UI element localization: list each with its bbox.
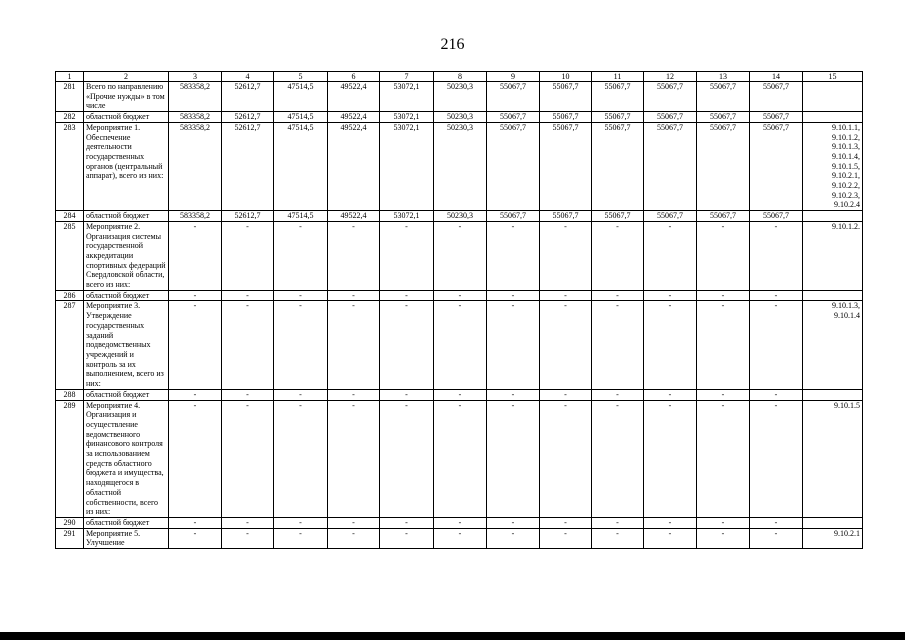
- value-cell: -: [592, 517, 644, 528]
- value-cell: -: [750, 400, 803, 517]
- value-cell: -: [697, 400, 750, 517]
- value-cell: 55067,7: [540, 112, 592, 123]
- row-number: 287: [56, 301, 84, 389]
- value-cell: -: [540, 221, 592, 290]
- target-code: 9.10.1.4: [834, 311, 860, 321]
- row-name: областной бюджет: [84, 389, 169, 400]
- value-cell: 55067,7: [487, 112, 540, 123]
- header-cell: 9: [487, 72, 540, 82]
- value-cell: 55067,7: [644, 211, 697, 222]
- target-code: 9.10.1.4,: [832, 151, 860, 161]
- value-cell: 47514,5: [274, 122, 328, 210]
- row-number: 285: [56, 221, 84, 290]
- value-cell: -: [592, 389, 644, 400]
- value-cell: -: [434, 221, 487, 290]
- target-code: 9.10.2.1,: [832, 171, 860, 181]
- value-cell: 52612,7: [222, 211, 274, 222]
- value-cell: -: [592, 221, 644, 290]
- row-name: Всего по направлению «Прочие нужды» в том числе: [84, 82, 169, 112]
- value-cell: -: [540, 290, 592, 301]
- row-number: 286: [56, 290, 84, 301]
- value-cell: 55067,7: [644, 112, 697, 123]
- row-name: Мероприятие 2. Организация системы государственной аккредитации спортивных федераций Свердловской области, всего из них:: [84, 221, 169, 290]
- value-cell: -: [380, 290, 434, 301]
- table-row: [56, 112, 863, 123]
- value-cell: -: [750, 389, 803, 400]
- value-cell: 55067,7: [487, 122, 540, 210]
- target-indicators: [803, 528, 863, 548]
- value-cell: -: [434, 528, 487, 548]
- value-cell: -: [644, 301, 697, 389]
- target-indicators: [803, 211, 863, 222]
- target-indicators: [803, 122, 863, 210]
- value-cell: -: [540, 400, 592, 517]
- value-cell: 47514,5: [274, 82, 328, 112]
- value-cell: -: [592, 528, 644, 548]
- value-cell: 52612,7: [222, 122, 274, 210]
- value-cell: -: [697, 528, 750, 548]
- row-number: 281: [56, 82, 84, 112]
- target-code: 9.10.1.2,: [832, 132, 860, 142]
- target-indicators: [803, 517, 863, 528]
- target-code: 9.10.1.3,: [832, 301, 860, 311]
- scan-border: [0, 632, 905, 640]
- value-cell: -: [169, 517, 222, 528]
- value-cell: 49522,4: [328, 122, 380, 210]
- value-cell: 50230,3: [434, 112, 487, 123]
- value-cell: -: [222, 221, 274, 290]
- value-cell: -: [540, 517, 592, 528]
- row-name: Мероприятие 5. Улучшение: [84, 528, 169, 548]
- value-cell: -: [644, 517, 697, 528]
- target-code: 9.10.2.3,: [832, 190, 860, 200]
- value-cell: 50230,3: [434, 82, 487, 112]
- value-cell: 55067,7: [750, 82, 803, 112]
- value-cell: 583358,2: [169, 112, 222, 123]
- page-number: 216: [440, 36, 465, 53]
- value-cell: 583358,2: [169, 211, 222, 222]
- value-cell: 55067,7: [644, 122, 697, 210]
- value-cell: 55067,7: [592, 82, 644, 112]
- row-name: Мероприятие 4. Организация и осуществление ведомственного финансового контроля за использованием средств областного бюджета и имущества, находящегося в областной собственности, всего из них:: [84, 400, 169, 517]
- row-number: 282: [56, 112, 84, 123]
- value-cell: 49522,4: [328, 112, 380, 123]
- header-cell: 10: [540, 72, 592, 82]
- target-code: 9.10.1.3,: [832, 142, 860, 152]
- value-cell: 55067,7: [750, 112, 803, 123]
- value-cell: 55067,7: [540, 211, 592, 222]
- table-row: [56, 221, 863, 290]
- value-cell: -: [274, 400, 328, 517]
- value-cell: -: [328, 301, 380, 389]
- value-cell: -: [750, 290, 803, 301]
- row-number: 290: [56, 517, 84, 528]
- target-code: 9.10.1.1,: [832, 122, 860, 132]
- value-cell: -: [222, 528, 274, 548]
- value-cell: -: [750, 528, 803, 548]
- row-name: областной бюджет: [84, 112, 169, 123]
- row-number: 283: [56, 122, 84, 210]
- value-cell: 55067,7: [750, 122, 803, 210]
- header-cell: 8: [434, 72, 487, 82]
- value-cell: -: [274, 528, 328, 548]
- row-name: областной бюджет: [84, 517, 169, 528]
- value-cell: -: [487, 389, 540, 400]
- value-cell: -: [380, 517, 434, 528]
- row-number: 289: [56, 400, 84, 517]
- value-cell: -: [222, 389, 274, 400]
- value-cell: -: [328, 517, 380, 528]
- value-cell: 55067,7: [487, 211, 540, 222]
- target-code: 9.10.2.1: [834, 528, 860, 538]
- value-cell: -: [274, 301, 328, 389]
- value-cell: -: [697, 389, 750, 400]
- target-indicators: [803, 112, 863, 123]
- target-indicators: [803, 221, 863, 290]
- header-cell: 3: [169, 72, 222, 82]
- value-cell: -: [169, 290, 222, 301]
- header-cell: 14: [750, 72, 803, 82]
- header-cell: 11: [592, 72, 644, 82]
- target-indicators: [803, 301, 863, 389]
- value-cell: -: [169, 400, 222, 517]
- value-cell: -: [328, 290, 380, 301]
- value-cell: 55067,7: [697, 211, 750, 222]
- value-cell: -: [434, 517, 487, 528]
- value-cell: 50230,3: [434, 122, 487, 210]
- value-cell: -: [697, 290, 750, 301]
- value-cell: -: [487, 400, 540, 517]
- value-cell: -: [328, 400, 380, 517]
- value-cell: -: [380, 221, 434, 290]
- value-cell: 583358,2: [169, 122, 222, 210]
- value-cell: -: [380, 400, 434, 517]
- value-cell: -: [380, 389, 434, 400]
- value-cell: 55067,7: [750, 211, 803, 222]
- value-cell: -: [487, 221, 540, 290]
- value-cell: 55067,7: [697, 82, 750, 112]
- value-cell: -: [328, 389, 380, 400]
- value-cell: 55067,7: [697, 122, 750, 210]
- target-indicators: [803, 290, 863, 301]
- target-indicators: [803, 389, 863, 400]
- header-cell: 5: [274, 72, 328, 82]
- target-code: 9.10.2.2,: [832, 181, 860, 191]
- value-cell: -: [222, 400, 274, 517]
- value-cell: -: [644, 528, 697, 548]
- value-cell: 50230,3: [434, 211, 487, 222]
- table-row: [56, 290, 863, 301]
- value-cell: -: [487, 301, 540, 389]
- value-cell: 55067,7: [540, 82, 592, 112]
- value-cell: -: [540, 301, 592, 389]
- value-cell: 55067,7: [697, 112, 750, 123]
- header-cell: 13: [697, 72, 750, 82]
- value-cell: -: [592, 290, 644, 301]
- budget-table: [55, 71, 863, 549]
- value-cell: -: [328, 528, 380, 548]
- value-cell: 53072,1: [380, 112, 434, 123]
- value-cell: -: [487, 528, 540, 548]
- row-name: областной бюджет: [84, 211, 169, 222]
- target-indicators: [803, 400, 863, 517]
- value-cell: 55067,7: [592, 112, 644, 123]
- table-row: [56, 211, 863, 222]
- value-cell: 53072,1: [380, 82, 434, 112]
- value-cell: -: [169, 301, 222, 389]
- value-cell: -: [697, 221, 750, 290]
- value-cell: 47514,5: [274, 211, 328, 222]
- value-cell: -: [750, 517, 803, 528]
- target-code: 9.10.2.4: [834, 200, 860, 210]
- value-cell: -: [434, 400, 487, 517]
- header-cell: 2: [84, 72, 169, 82]
- value-cell: 53072,1: [380, 122, 434, 210]
- table-row: [56, 517, 863, 528]
- value-cell: -: [434, 301, 487, 389]
- value-cell: -: [487, 290, 540, 301]
- value-cell: -: [222, 301, 274, 389]
- value-cell: -: [328, 221, 380, 290]
- value-cell: 47514,5: [274, 112, 328, 123]
- value-cell: 55067,7: [487, 82, 540, 112]
- table-row: [56, 400, 863, 517]
- value-cell: -: [750, 221, 803, 290]
- value-cell: -: [222, 517, 274, 528]
- row-name: Мероприятие 1. Обеспечение деятельности государственных органов (центральный аппарат), всего из них:: [84, 122, 169, 210]
- value-cell: -: [434, 290, 487, 301]
- table-row: [56, 122, 863, 210]
- table-row: [56, 389, 863, 400]
- value-cell: 52612,7: [222, 112, 274, 123]
- target-code: 9.10.1.5,: [832, 161, 860, 171]
- value-cell: -: [697, 517, 750, 528]
- value-cell: -: [697, 301, 750, 389]
- value-cell: -: [750, 301, 803, 389]
- value-cell: -: [380, 528, 434, 548]
- value-cell: -: [434, 389, 487, 400]
- target-indicators: [803, 82, 863, 112]
- target-code: 9.10.1.2.: [832, 221, 860, 231]
- value-cell: -: [380, 301, 434, 389]
- value-cell: 55067,7: [540, 122, 592, 210]
- value-cell: -: [644, 221, 697, 290]
- value-cell: -: [592, 301, 644, 389]
- value-cell: -: [274, 517, 328, 528]
- value-cell: -: [169, 528, 222, 548]
- row-name: Мероприятие 3. Утверждение государственных заданий подведомственных учреждений и контроль за их выполнением, всего из них:: [84, 301, 169, 389]
- header-row: [56, 72, 863, 82]
- value-cell: 55067,7: [592, 211, 644, 222]
- value-cell: -: [487, 517, 540, 528]
- value-cell: -: [592, 400, 644, 517]
- value-cell: -: [644, 389, 697, 400]
- value-cell: 53072,1: [380, 211, 434, 222]
- row-number: 291: [56, 528, 84, 548]
- value-cell: 55067,7: [592, 122, 644, 210]
- table-row: [56, 82, 863, 112]
- row-number: 284: [56, 211, 84, 222]
- value-cell: -: [274, 221, 328, 290]
- value-cell: -: [274, 389, 328, 400]
- value-cell: 55067,7: [644, 82, 697, 112]
- value-cell: -: [540, 389, 592, 400]
- row-number: 288: [56, 389, 84, 400]
- value-cell: 49522,4: [328, 211, 380, 222]
- target-code: 9.10.1.5: [834, 400, 860, 410]
- row-name: областной бюджет: [84, 290, 169, 301]
- value-cell: -: [540, 528, 592, 548]
- value-cell: -: [644, 400, 697, 517]
- value-cell: -: [222, 290, 274, 301]
- header-cell: 1: [56, 72, 84, 82]
- value-cell: -: [274, 290, 328, 301]
- value-cell: 49522,4: [328, 82, 380, 112]
- header-cell: 15: [803, 72, 863, 82]
- header-cell: 4: [222, 72, 274, 82]
- value-cell: 52612,7: [222, 82, 274, 112]
- table-row: [56, 528, 863, 548]
- value-cell: -: [169, 389, 222, 400]
- table-row: [56, 301, 863, 389]
- header-cell: 6: [328, 72, 380, 82]
- value-cell: -: [169, 221, 222, 290]
- value-cell: -: [644, 290, 697, 301]
- value-cell: 583358,2: [169, 82, 222, 112]
- header-cell: 7: [380, 72, 434, 82]
- header-cell: 12: [644, 72, 697, 82]
